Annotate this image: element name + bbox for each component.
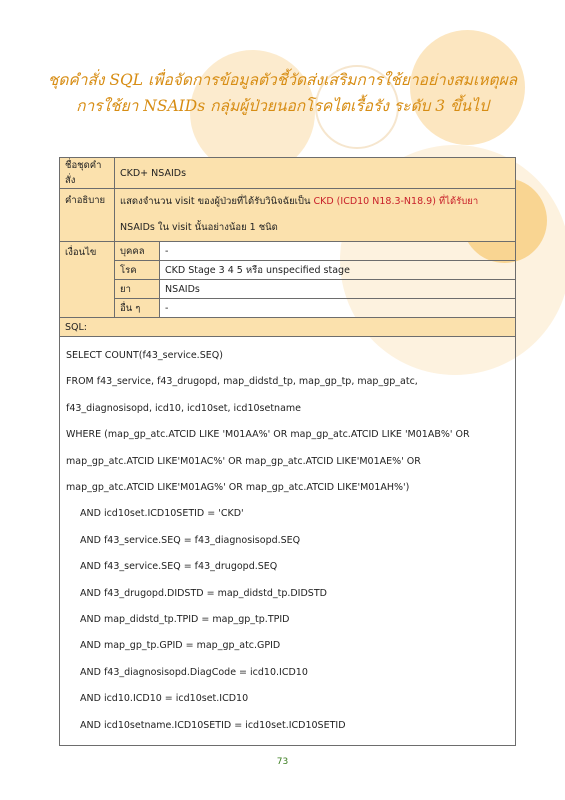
condition-label-person: บุคคล — [115, 242, 160, 261]
condition-label-drug: ยา — [115, 280, 160, 299]
sql-code-block — [60, 337, 516, 746]
description-row — [60, 189, 516, 242]
sql-line: map_gp_atc.ATCID LIKE'M01AG%' OR map_gp_atc.ATCID LIKE'M01AH%') — [66, 482, 410, 494]
description-label: คำอธิบาย — [60, 189, 115, 242]
sql-line: AND icd10set.ICD10SETID = 'CKD' — [80, 508, 244, 520]
sql-line: FROM f43_service, f43_drugopd, map_didstd_tp, map_gp_tp, map_gp_atc, — [66, 376, 418, 388]
conditions-label: เงื่อนไข — [60, 242, 115, 318]
title-line-1: ชุดคำสั่ง SQL เพื่อจัดการข้อมูลตัวชี้วัดส่งเสริมการใช้ยาอย่างสมเหตุผล — [47, 71, 518, 89]
description-line-1 — [120, 189, 510, 215]
sql-line: AND f43_drugopd.DIDSTD = map_didstd_tp.DIDSTD — [80, 587, 327, 599]
sql-line: AND map_didstd_tp.TPID = map_gp_tp.TPID — [80, 614, 290, 626]
condition-label-other: อื่น ๆ — [115, 299, 160, 318]
sql-body-row — [60, 337, 516, 746]
condition-row — [60, 242, 516, 261]
condition-value-person: - — [160, 242, 516, 261]
sql-line: map_gp_atc.ATCID LIKE'M01AC%' OR map_gp_atc.ATCID LIKE'M01AE%' OR — [66, 455, 421, 467]
page-number: 73 — [276, 757, 289, 767]
page-title — [20, 67, 545, 119]
set-name-row — [60, 158, 516, 189]
sql-label: SQL: — [60, 318, 516, 337]
sql-line: AND f43_service.SEQ = f43_diagnosisopd.SEQ — [80, 534, 301, 546]
description-line-2: NSAIDs ใน visit นั้นอย่างน้อย 1 ชนิด — [120, 222, 278, 233]
sql-header-row — [60, 318, 516, 337]
condition-value-other: - — [160, 299, 516, 318]
sql-line: AND f43_diagnosisopd.DiagCode = icd10.ICD10 — [80, 666, 308, 678]
condition-label-disease: โรค — [115, 261, 160, 280]
sql-line: AND icd10.ICD10 = icd10set.ICD10 — [80, 693, 249, 705]
sql-line: AND f43_service.SEQ = f43_drugopd.SEQ — [80, 561, 278, 573]
condition-row — [60, 261, 516, 280]
sql-line: WHERE (map_gp_atc.ATCID LIKE 'M01AA%' OR map_gp_atc.ATCID LIKE 'M01AB%' OR — [66, 429, 470, 441]
condition-value-drug: NSAIDs — [160, 280, 516, 299]
sql-lines — [66, 343, 511, 739]
sql-line: AND map_gp_tp.GPID = map_gp_atc.GPID — [80, 640, 281, 652]
condition-row — [60, 299, 516, 318]
sql-line: f43_diagnosisopd, icd10, icd10set, icd10setname — [66, 402, 301, 414]
sql-line: AND icd10setname.ICD10SETID = icd10set.ICD10SETID — [80, 719, 346, 731]
title-line-2: การใช้ยา NSAIDs กลุ่มผู้ป่วยนอกโรคไตเรื้อรัง ระดับ 3 ขึ้นไป — [76, 97, 489, 115]
set-name-value: CKD+ NSAIDs — [115, 158, 516, 189]
condition-row — [60, 280, 516, 299]
sql-line: SELECT COUNT(f43_service.SEQ) — [66, 350, 223, 361]
set-name-label: ชื่อชุดคำสั่ง — [60, 158, 115, 189]
condition-value-disease: CKD Stage 3 4 5 หรือ unspecified stage — [160, 261, 516, 280]
description-value — [115, 189, 516, 242]
description-highlight: CKD (ICD10 N18.3-N18.9) ที่ได้รับยา — [313, 196, 479, 207]
description-text: แสดงจำนวน visit ของผู้ป่วยที่ได้รับวินิจฉัยเป็น — [120, 196, 314, 207]
sql-spec-table — [59, 157, 516, 746]
